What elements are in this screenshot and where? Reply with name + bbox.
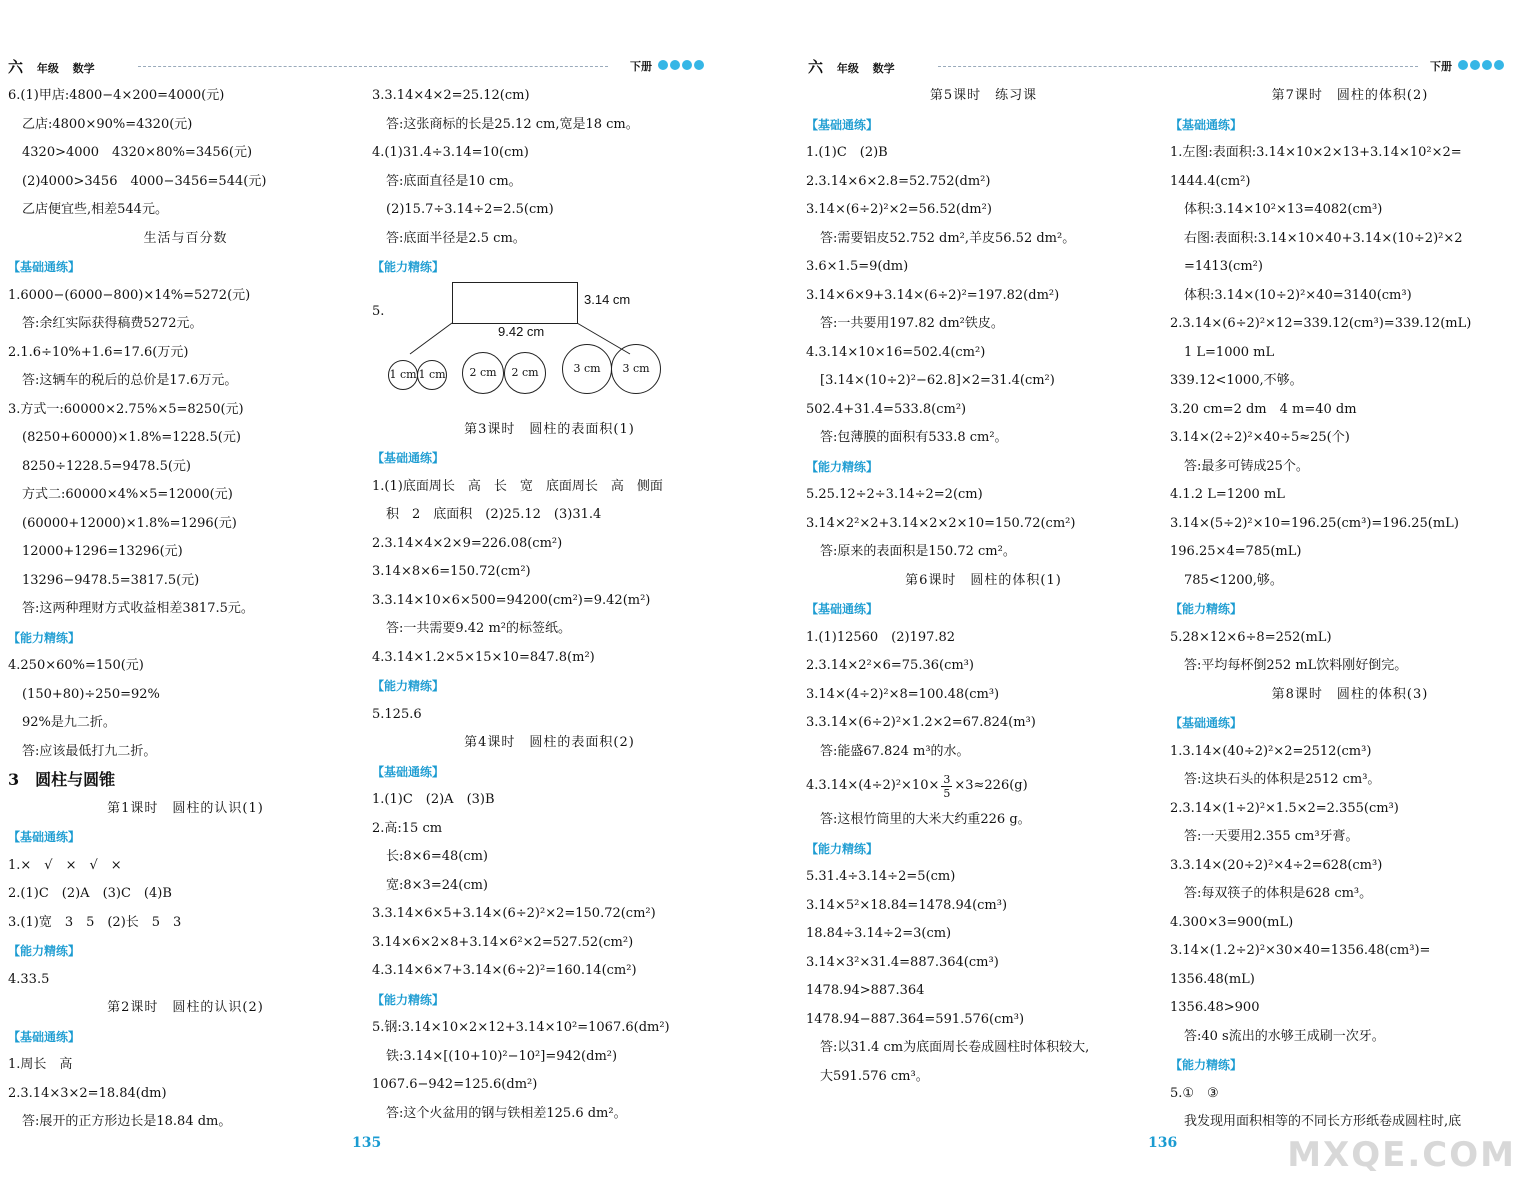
answer-line: 1.× √ × √ × [8, 857, 122, 873]
section-heading: 【基础通练】 [1170, 117, 1243, 132]
answer-line: 1.(1)底面周长 高 长 宽 底面周长 高 侧面 [372, 478, 663, 494]
right-page-header [808, 56, 1520, 76]
answer-line: 4.3.14×10×16=502.4(cm²) [806, 344, 986, 360]
right-page-column-1 [806, 82, 1161, 1091]
section-heading: 【能力精练】 [372, 992, 445, 1007]
answer-line: 1.(1)12560 (2)197.82 [806, 629, 956, 645]
answer-line: 3.14×6×9+3.14×(6÷2)²=197.82(dm²) [806, 287, 1060, 303]
answer-line: 3.(1)宽 3 5 (2)长 5 3 [8, 914, 182, 930]
grade-suffix: 年级 [836, 62, 859, 75]
lesson-title: 第4课时 圆柱的表面积(2) [464, 735, 635, 750]
answer-line: 答:每双筷子的体积是628 cm³。 [1184, 886, 1373, 901]
answer-line: 答:原来的表面积是150.72 cm²。 [820, 544, 1016, 559]
header-divider [138, 66, 608, 67]
circle-3cm: 3 cm [611, 344, 661, 394]
answer-line: 答:40 s流出的水够王成刷一次牙。 [1184, 1028, 1385, 1044]
answer-line: 1478.94−887.364=591.576(cm³) [806, 1011, 1025, 1027]
answer-line: 1.(1)C (2)A (3)B [372, 792, 495, 807]
answer-line: 502.4+31.4=533.8(cm²) [806, 401, 967, 417]
answer-line: 5.25.12÷2÷3.14÷2=2(cm) [806, 487, 983, 502]
answer-line: 4.33.5 [8, 971, 50, 987]
answer-line: 2.3.14×6×2.8=52.752(dm²) [806, 173, 991, 189]
answer-line: 3.20 cm=2 dm 4 m=40 dm [1170, 401, 1357, 417]
circle-3cm: 3 cm [562, 344, 612, 394]
answer-line: 右图:表面积:3.14×10×40+3.14×(10÷2)²×2 [1184, 230, 1463, 246]
answer-line: 2.3.14×(1÷2)²×1.5×2=2.355(cm³) [1170, 800, 1399, 816]
answer-line: 答:应该最低打九二折。 [22, 743, 157, 759]
answer-line: (2)15.7÷3.14÷2=2.5(cm) [386, 202, 554, 217]
answer-line: 1.6000−(6000−800)×14%=5272(元) [8, 287, 251, 303]
answer-line: 3.14×6×2×8+3.14×6²×2=527.52(cm²) [372, 934, 634, 950]
answer-line: 1067.6−942=125.6(dm²) [372, 1077, 538, 1092]
answer-line: 4.250×60%=150(元) [8, 658, 144, 673]
answer-line: 乙店:4800×90%=4320(元) [22, 116, 193, 132]
answer-line: 3.14×8×6=150.72(cm²) [372, 564, 531, 579]
header-divider [938, 66, 1418, 67]
answer-line: 答:最多可铸成25个。 [1184, 458, 1309, 474]
answer-line: 3.方式一:60000×2.75%×5=8250(元) [8, 401, 244, 417]
answer-line: 答:一共需要9.42 m²的标签纸。 [386, 621, 571, 636]
section-heading: 【能力精练】 [372, 260, 445, 274]
answer-line: 3.14×(2÷2)²×40÷5≈25(个) [1170, 430, 1350, 445]
answer-line: 答:以31.4 cm为底面周长卷成圆柱时体积较大, [820, 1040, 1090, 1055]
answer-line: 答:展开的正方形边长是18.84 dm。 [22, 1114, 232, 1129]
answer-line: 方式二:60000×4%×5=12000(元) [22, 487, 233, 502]
circle-2cm: 2 cm [462, 352, 504, 394]
answer-line: 1356.48>900 [1170, 1000, 1260, 1015]
answer-line: 2.1.6÷10%+1.6=17.6(万元) [8, 344, 189, 360]
answer-line: (2)4000>3456 4000−3456=544(元) [22, 173, 267, 189]
answer-line: 大591.576 cm³。 [820, 1068, 929, 1084]
section-heading: 【能力精练】 [8, 944, 81, 958]
section-heading: 【能力精练】 [1170, 602, 1243, 616]
answer-line: 785<1200,够。 [1184, 572, 1283, 588]
lesson-title: 第7课时 圆柱的体积(2) [1271, 88, 1429, 103]
answer-line: 答:一共要用197.82 dm²铁皮。 [820, 316, 1004, 331]
surface-unfold-diagram [372, 282, 727, 416]
answer-line: 3.14×(1.2÷2)²×30×40=1356.48(cm³)= [1170, 943, 1431, 958]
answer-line: 乙店便宜些,相差544元。 [22, 202, 168, 217]
section-heading: 【能力精练】 [806, 459, 879, 474]
answer-line: 5.31.4÷3.14÷2=5(cm) [806, 869, 956, 884]
section-heading: 【基础通练】 [8, 830, 81, 844]
answer-line: 答:一天要用2.355 cm³牙膏。 [1184, 829, 1359, 844]
lesson-title: 第5课时 练习课 [929, 88, 1038, 103]
answer-line: 4.3.14×1.2×5×15×10=847.8(m²) [372, 649, 595, 665]
answer-line: 积 2 底面积 (2)25.12 (3)31.4 [386, 507, 602, 522]
answer-line: 2.高:15 cm [372, 820, 443, 836]
answer-line: 3.3.14×(6÷2)²×1.2×2=67.824(m³) [806, 715, 1036, 730]
answer-line: 3.14×(6÷2)²×2=56.52(dm²) [806, 202, 992, 217]
section-heading: 【能力精练】 [806, 841, 879, 856]
lesson-title: 第8课时 圆柱的体积(3) [1271, 686, 1429, 702]
answer-line: 3.6×1.5=9(dm) [806, 259, 909, 274]
term-label: 下册 [1430, 60, 1452, 73]
answer-line: 4.(1)31.4÷3.14=10(cm) [372, 145, 529, 160]
answer-line: [3.14×(10÷2)²−62.8]×2=31.4(cm²) [820, 373, 1055, 388]
grade-suffix: 年级 [36, 62, 59, 75]
section-heading: 【基础通练】 [372, 451, 445, 465]
section-heading: 【能力精练】 [8, 630, 81, 645]
answer-line: 92%是九二折。 [22, 715, 116, 730]
answer-line: 答:包薄膜的面积有533.8 cm²。 [820, 430, 1008, 445]
answer-line: 1.左图:表面积:3.14×10×2×13+3.14×10²×2= [1170, 145, 1462, 160]
answer-line: 1.周长 高 [8, 1057, 73, 1072]
answer-line: 13296−9478.5=3817.5(元) [22, 572, 200, 588]
answer-line: 答:这辆车的税后的总价是17.6万元。 [22, 373, 238, 388]
circle-1cm: 1 cm [388, 360, 418, 390]
subject-label: 数学 [872, 62, 895, 75]
header-dots-icon [658, 59, 706, 73]
answer-line: 宽:8×3=24(cm) [386, 877, 489, 893]
answer-line: 4320>4000 4320×80%=3456(元) [22, 145, 253, 160]
section-heading: 【基础通练】 [806, 117, 879, 132]
answer-line: 2.(1)C (2)A (3)C (4)B [8, 886, 172, 901]
answer-line: 2.3.14×(6÷2)²×12=339.12(cm³)=339.12(mL) [1170, 316, 1472, 331]
section-heading: 【基础通练】 [8, 260, 81, 274]
answer-line: 8250÷1228.5=9478.5(元) [22, 458, 191, 474]
answer-line: 5.125.6 [372, 706, 422, 722]
answer-line: 5.① ③ [1170, 1085, 1219, 1101]
section-heading: 【基础通练】 [372, 764, 445, 779]
answer-line: 3.14×(5÷2)²×10=196.25(cm³)=196.25(mL) [1170, 515, 1459, 531]
answer-line: 3.3.14×6×5+3.14×(6÷2)²×2=150.72(cm²) [372, 906, 656, 921]
answer-line: 4.1.2 L=1200 mL [1170, 487, 1285, 502]
page-number-left: 135 [352, 1135, 382, 1151]
answer-line: 答:这块石头的体积是2512 cm³。 [1184, 772, 1381, 787]
answer-line: 1444.4(cm²) [1170, 173, 1251, 189]
grade-label: 六 [808, 58, 824, 76]
answer-line: 2.3.14×2²×6=75.36(cm³) [806, 658, 974, 673]
answer-line: 答:这个火盆用的钢与铁相差125.6 dm²。 [386, 1105, 627, 1121]
answer-line: 3.14×5²×18.84=1478.94(cm³) [806, 897, 1008, 913]
answer-line: 答:底面直径是10 cm。 [386, 173, 522, 189]
lesson-title: 第2课时 圆柱的认识(2) [107, 1000, 264, 1015]
answer-line: 18.84÷3.14÷2=3(cm) [806, 926, 952, 941]
rectangle-height-label: 3.14 cm [584, 291, 631, 307]
answer-line: 3.3.14×(20÷2)²×4÷2=628(cm³) [1170, 857, 1383, 873]
grade-label: 六 [8, 58, 24, 76]
answer-line: 3.3.14×4×2=25.12(cm) [372, 88, 530, 103]
answer-line: 4.300×3=900(mL) [1170, 914, 1294, 930]
answer-line: 1 L=1000 mL [1184, 344, 1275, 360]
answer-line: 体积:3.14×10²×13=4082(cm³) [1184, 202, 1383, 217]
answer-line: 答:这根竹筒里的大米大约重226 g。 [820, 812, 1031, 827]
answer-line: 12000+1296=13296(元) [22, 544, 183, 559]
header-dots-icon [1458, 59, 1506, 73]
section-heading: 【基础通练】 [806, 602, 879, 616]
section-heading: 【基础通练】 [1170, 716, 1243, 730]
answer-line: =1413(cm²) [1184, 259, 1263, 274]
circle-1cm: 1 cm [417, 360, 447, 390]
section-heading: 【能力精练】 [372, 679, 445, 693]
answer-line: 3.3.14×10×6×500=94200(cm²)=9.42(m²) [372, 592, 651, 608]
answer-line: 长:8×6=48(cm) [386, 849, 489, 864]
left-page-column-1 [8, 82, 363, 1137]
answer-line: (150+80)÷250=92% [22, 686, 160, 702]
answer-line: 我发现用面积相等的不同长方形纸卷成圆柱时,底 [1184, 1114, 1462, 1129]
answer-line: 5.28×12×6÷8=252(mL) [1170, 629, 1332, 645]
answer-line: 答:平均每杯倒252 mL饮料刚好倒完。 [1184, 658, 1408, 673]
answer-line: 答:能盛67.824 m³的水。 [820, 743, 970, 759]
answer-line: 1356.48(mL) [1170, 971, 1255, 987]
answer-line: 体积:3.14×(10÷2)²×40=3140(cm³) [1184, 287, 1412, 303]
answer-line: 答:这张商标的长是25.12 cm,宽是18 cm。 [386, 116, 639, 132]
circle-2cm: 2 cm [504, 352, 546, 394]
lesson-title: 第1课时 圆柱的认识(1) [107, 800, 264, 816]
answer-line: 3.14×(4÷2)²×8=100.48(cm³) [806, 686, 1000, 702]
answer-line: (60000+12000)×1.8%=1296(元) [22, 515, 237, 531]
answer-line: 答:需要铝皮52.752 dm²,羊皮56.52 dm²。 [820, 230, 1076, 246]
answer-line: 1478.94>887.364 [806, 983, 925, 998]
answer-line: 196.25×4=785(mL) [1170, 544, 1302, 559]
answer-line: 2.3.14×3×2=18.84(dm) [8, 1085, 167, 1101]
answer-line: 答:余红实际获得稿费5272元。 [22, 316, 203, 331]
lesson-title: 第6课时 圆柱的体积(1) [905, 572, 1062, 588]
answer-line: 3.14×3²×31.4=887.364(cm³) [806, 954, 999, 970]
diagram-question-number: 5. [372, 303, 385, 319]
answer-line: 3.14×2²×2+3.14×2×2×10=150.72(cm²) [806, 515, 1076, 531]
answer-line: 1.3.14×(40÷2)²×2=2512(cm³) [1170, 743, 1372, 759]
answer-line: 2.3.14×4×2×9=226.08(cm²) [372, 535, 563, 551]
answer-line: (8250+60000)×1.8%=1228.5(元) [22, 430, 241, 445]
left-page-header [8, 56, 713, 76]
answer-line: 铁:3.14×[(10+10)²−10²]=942(dm²) [386, 1048, 618, 1064]
rectangle-width-label: 9.42 cm [498, 323, 545, 339]
answer-line: 4.3.14×6×7+3.14×(6÷2)²=160.14(cm²) [372, 963, 637, 978]
right-page-column-2 [1170, 82, 1530, 1137]
section-heading: 【能力精练】 [1170, 1058, 1243, 1072]
page-number-right: 136 [1148, 1135, 1178, 1151]
answer-line: 答:这两种理财方式收益相差3817.5元。 [22, 601, 254, 616]
lesson-title: 生活与百分数 [143, 230, 228, 246]
term-label: 下册 [630, 60, 652, 73]
lesson-title: 第3课时 圆柱的表面积(1) [464, 421, 635, 437]
answer-line: 6.(1)甲店:4800−4×200=4000(元) [8, 88, 225, 103]
answer-line: 答:底面半径是2.5 cm。 [386, 230, 526, 246]
fraction: $\frac{3}{5}$ [943, 772, 951, 800]
answer-line: 339.12<1000,不够。 [1170, 373, 1303, 388]
answer-line: 1.(1)C (2)B [806, 145, 888, 160]
fraction-line: 4.3.14×(4÷2)²×10× $\frac{3}{5}$ ×3≈226(g) [806, 772, 1028, 800]
subject-label: 数学 [72, 62, 95, 75]
answer-line: 5.钢:3.14×10×2×12+3.14×10²=1067.6(dm²) [372, 1020, 670, 1035]
lesson-title: 3 圆柱与圆锥 [8, 770, 116, 789]
left-page-column-2 [372, 82, 727, 1128]
connector-lines [372, 282, 727, 416]
watermark-logo: MXQE.COM [1287, 1135, 1516, 1175]
section-heading: 【基础通练】 [8, 1029, 81, 1044]
